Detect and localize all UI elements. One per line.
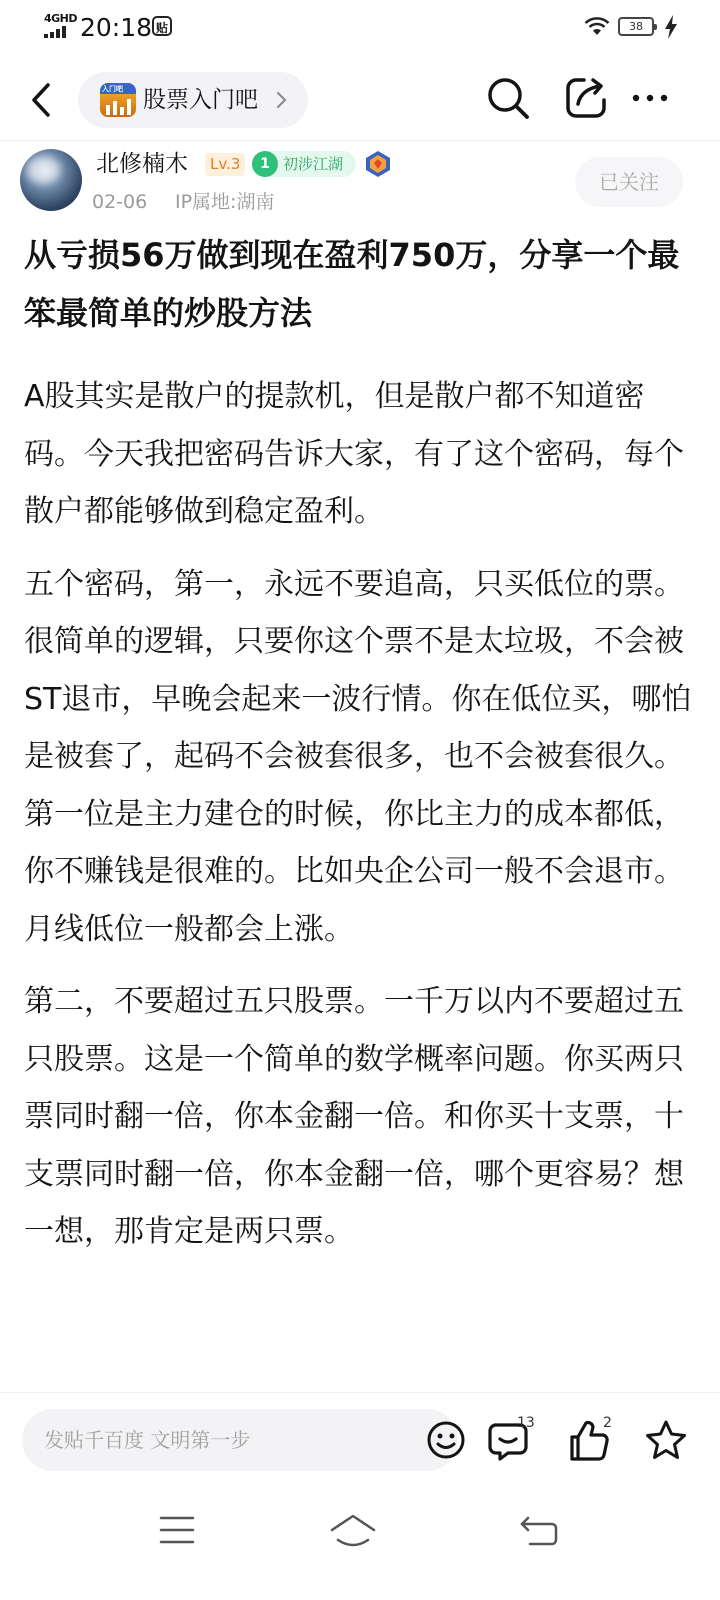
comment-count: 13 <box>517 1415 535 1431</box>
title-badge <box>252 151 356 177</box>
divider <box>0 140 720 141</box>
share-icon <box>562 74 610 122</box>
author-name[interactable]: 北修楠木 <box>96 151 188 177</box>
notification-badge: 贴 <box>152 16 172 36</box>
top-nav <box>0 62 720 138</box>
network-type: 4GHD <box>44 12 78 25</box>
title-label: 初涉江湖 <box>283 155 344 173</box>
menu-icon <box>152 1510 202 1550</box>
like-count: 2 <box>603 1415 612 1431</box>
back-nav-button[interactable] <box>514 1510 564 1550</box>
medal-icon <box>364 150 392 178</box>
comment-placeholder: 发贴千百度 文明第一步 <box>44 1428 251 1452</box>
avatar[interactable] <box>20 149 82 211</box>
charging-icon <box>664 15 678 39</box>
bottom-action-bar <box>0 1392 720 1487</box>
comment-input[interactable] <box>22 1409 458 1471</box>
clock: 20:18 <box>80 13 153 42</box>
wifi-icon <box>584 17 610 37</box>
paragraph: 五个密码，第一，永远不要追高，只买低位的票。很简单的逻辑，只要你这个票不是太垃圾，不会被ST退市，早晚会起来一波行情。你在低位买，哪怕是被套了，起码不会被套很多，也不会被套很久。第一位是主力建仓的时候，你比主力的成本都低，你不赚钱是很难的。比如央企公司一般不会退市。月线低位一般都会上涨。 <box>24 566 692 947</box>
home-icon <box>328 1510 378 1550</box>
forum-logo: 入门吧 <box>100 83 136 117</box>
follow-button[interactable]: 已关注 <box>575 157 683 207</box>
status-bar <box>0 0 720 56</box>
forum-name: 股票入门吧 <box>143 87 258 113</box>
post-date: 02-06 <box>92 191 148 213</box>
post-body <box>24 368 696 1276</box>
more-button[interactable] <box>628 74 676 122</box>
signal-icon <box>44 26 72 38</box>
system-navigation <box>0 1486 720 1600</box>
paragraph: A股其实是散户的提款机，但是散户都不知道密码。今天我把密码告诉大家，有了这个密码，每个散户都能够做到稳定盈利。 <box>24 379 684 529</box>
favorite-button[interactable] <box>642 1417 690 1465</box>
menu-button[interactable] <box>152 1510 202 1550</box>
search-icon <box>484 74 532 122</box>
emoji-icon[interactable] <box>426 1420 466 1460</box>
forum-link[interactable] <box>78 72 308 128</box>
chevron-left-icon <box>26 80 62 120</box>
paragraph: 第二，不要超过五只股票。一千万以内不要超过五只股票。这是一个简单的数学概率问题。你买两只票同时翻一倍，你本金翻一倍。和你买十支票，十支票同时翻一倍，你本金翻一倍，哪个更容易？想一想，那肯定是两只票。 <box>24 984 684 1249</box>
post-title: 从亏损56万做到现在盈利750万，分享一个最笨最简单的炒股方法 <box>24 236 680 332</box>
chevron-right-icon <box>274 90 288 110</box>
ip-location: IP属地:湖南 <box>175 191 275 213</box>
back-button[interactable] <box>26 80 62 120</box>
battery-icon: 38 <box>618 17 654 36</box>
title-level: 1 <box>252 151 278 177</box>
level-badge: Lv.3 <box>205 153 245 176</box>
search-button[interactable] <box>484 74 532 122</box>
share-button[interactable] <box>562 74 610 122</box>
star-icon <box>642 1417 690 1465</box>
home-button[interactable] <box>328 1510 378 1550</box>
return-icon <box>514 1510 564 1550</box>
more-icon <box>628 74 676 122</box>
